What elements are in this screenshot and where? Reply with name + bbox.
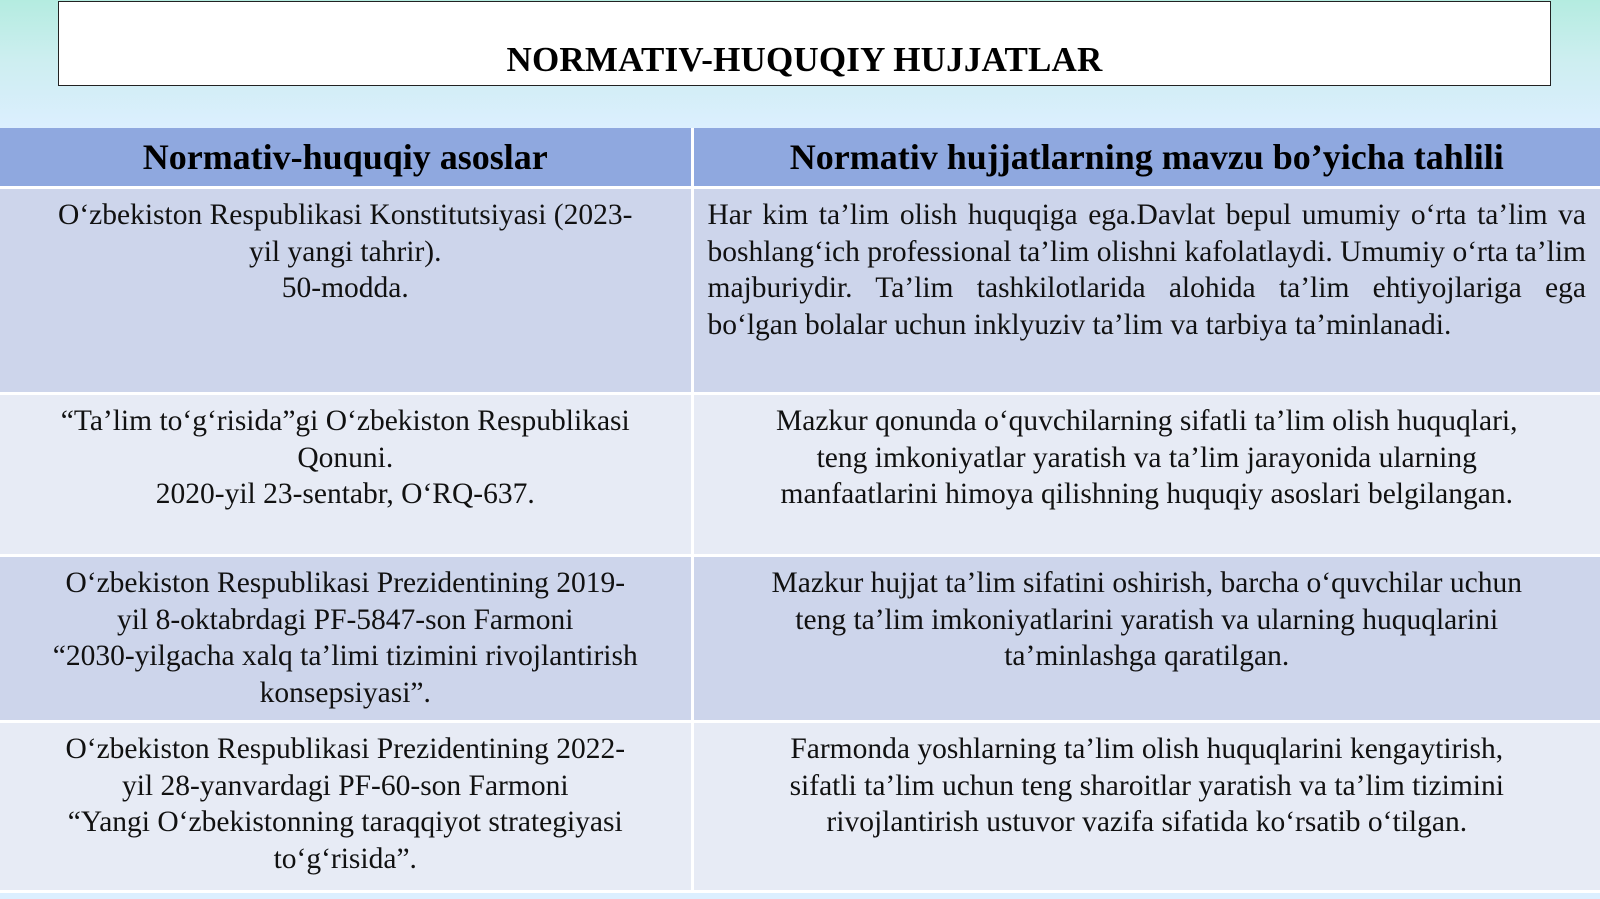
legal-basis-cell	[0, 394, 692, 556]
cell-line: O‘zbekiston Respublikasi Prezidentining 2019-	[65, 567, 626, 599]
table-row	[0, 722, 1600, 892]
column-header-legal-basis: Normativ-huquqiy asoslar	[0, 128, 692, 188]
analysis-cell: Har kim ta’lim olish huquqiga ega.Davlat bepul umumiy o‘rta ta’lim va boshlang‘ich professional ta’lim olishni kafolatlaydi. Umumiy o‘rta ta’lim majburiydir. Ta’lim tashkilotlarida alohida ta’lim ehtiyojlariga ega bo‘lgan bolalar uchun inklyuziv ta’lim va tarbiya ta’minlanadi.	[692, 188, 1600, 394]
table-row	[0, 394, 1600, 556]
cell-line: yil yangi tahrir).	[248, 235, 442, 268]
cell-line: O‘zbekiston Respublikasi Konstitutsiyasi (2023-	[58, 199, 633, 231]
table-row	[0, 556, 1600, 722]
cell-line: teng imkoniyatlar yaratish va ta’lim jarayonida ularning	[816, 441, 1477, 474]
cell-line: to‘g‘risida”.	[273, 842, 417, 875]
analysis-cell	[692, 722, 1600, 892]
cell-line: O‘zbekiston Respublikasi Prezidentining 2022-	[65, 733, 626, 765]
cell-line: Farmonda yoshlarning ta’lim olish huquqlarini kengaytirish,	[790, 733, 1504, 765]
cell-line: konsepsiyasi”.	[259, 676, 431, 709]
cell-line: yil 28-yanvardagi PF-60-son Farmoni	[121, 769, 569, 802]
legal-basis-cell	[0, 556, 692, 722]
cell-line: sifatli ta’lim uchun teng sharoitlar yaratish va ta’lim tizimini	[789, 769, 1504, 802]
documents-table	[0, 128, 1600, 893]
legal-basis-cell	[0, 188, 692, 394]
cell-line: “Ta’lim to‘g‘risida”gi O‘zbekiston Respublikasi	[60, 405, 630, 437]
cell-line: manfaatlarini himoya qilishning huquqiy asoslari belgilangan.	[780, 478, 1513, 510]
cell-line: Mazkur hujjat ta’lim sifatini oshirish, barcha o‘quvchilar uchun	[771, 567, 1522, 599]
cell-line: 2020-yil 23-sentabr, O‘RQ-637.	[155, 478, 535, 510]
cell-line: teng ta’lim imkoniyatlarini yaratish va ularning huquqlarini	[795, 603, 1499, 636]
legal-basis-cell	[0, 722, 692, 892]
analysis-cell	[692, 394, 1600, 556]
cell-line: Mazkur qonunda o‘quvchilarning sifatli ta’lim olish huquqlari,	[776, 405, 1518, 437]
cell-line: Qonuni.	[297, 441, 394, 474]
analysis-cell	[692, 556, 1600, 722]
column-header-analysis: Normativ hujjatlarning mavzu bo’yicha tahlili	[692, 128, 1600, 188]
page-title: NORMATIV-HUQUQIY HUJJATLAR	[506, 40, 1103, 79]
table-row	[0, 188, 1600, 394]
cell-line: yil 8-oktabrdagi PF-5847-son Farmoni	[117, 603, 574, 636]
table-header-row	[0, 128, 1600, 188]
cell-line: ta’minlashga qaratilgan.	[1004, 640, 1290, 672]
title-box	[58, 1, 1551, 86]
cell-line: “2030-yilgacha xalq ta’limi tizimini rivojlantirish	[52, 640, 638, 672]
cell-line: 50-modda.	[281, 272, 409, 304]
cell-line: “Yangi O‘zbekistonning taraqqiyot strategiyasi	[67, 806, 623, 838]
cell-line: rivojlantirish ustuvor vazifa sifatida ko‘rsatib o‘tilgan.	[826, 806, 1468, 838]
